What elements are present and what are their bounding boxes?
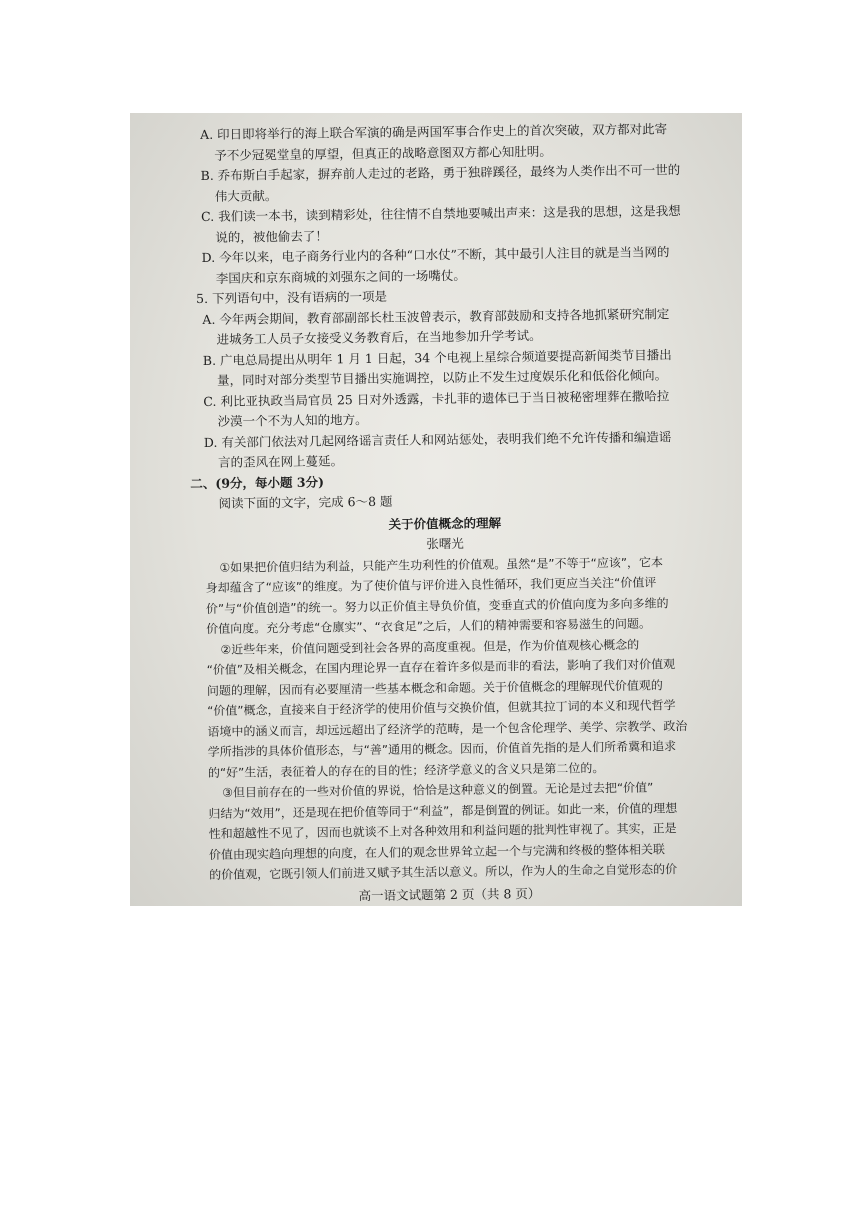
q4-option-d-line2: 李国庆和京东商城的刘强东之间的一场嘴仗。 bbox=[215, 267, 466, 286]
paragraph-line: “价值”及相关概念，在国内理论界一直存在着许多似是而非的看法，影响了我们对价值观 bbox=[206, 657, 676, 677]
paragraph-line: 的“好”生活，表征着人的存在的目的性；经济学意义的含义只是第二位的。 bbox=[207, 760, 605, 780]
paragraph-line: “价值”概念，直接来自于经济学的使用价值与交换价值，但就其拉丁词的本义和现代哲学 bbox=[207, 698, 676, 718]
section-instruction: 阅读下面的文字，完成 6～8 题 bbox=[218, 493, 393, 511]
q5-option-d-line1: D. 有关部门依法对几起网络谣言责任人和网站惩处，表明我们绝不允许传播和编造谣 bbox=[203, 428, 672, 450]
paragraph-line: 性和超越性不见了，因而也就谈不上对各种效用和利益问题的批判性审视了。其实，正是 bbox=[208, 821, 677, 841]
q4-option-c-line1: C. 我们读一本书，读到精彩处，往往情不自禁地要喊出声来：这是我的思想，这是我想 bbox=[201, 203, 681, 224]
paragraph-line: 价值向度。充分考虑“仓廪实”、“衣食足”之后，人们的精神需要和容易滋生的问题。 bbox=[206, 616, 652, 636]
article-title: 关于价值概念的理解 bbox=[388, 514, 502, 532]
paragraph-line: 的价值观，它既引领人们前进又赋予其生活以意义。所以，作为人的生命之自觉形态的价 bbox=[209, 862, 678, 882]
section-heading: 二、(9分，每小题 3分) bbox=[190, 474, 325, 491]
paragraph-line: 价值由现实趋向理想的向度，在人们的观念世界耸立起一个与完满和终极的整体相关联 bbox=[208, 841, 665, 862]
paragraph-line: 归结为“效用”，还是现在把价值等同于“利益”，都是倒置的例证。如此一来，价值的理想 bbox=[208, 800, 678, 821]
paragraph-line: 学所指涉的具体价值形态，与“善”通用的概念。因而，价值首先指的是人们所希冀和追求 bbox=[207, 739, 677, 759]
q5-option-d-line2: 言的歪风在网上蔓延。 bbox=[218, 453, 344, 470]
q4-option-a-line2: 予不少冠冕堂皇的厚望，但真正的战略意图双方都心知肚明。 bbox=[214, 143, 552, 163]
paragraph-line: 问题的理解，因而有必要厘清一些基本概念和命题。关于价值概念的理解现代价值观的 bbox=[206, 677, 663, 698]
paragraph-line: ③但目前存在的一些对价值的界说，恰恰是这种意义的倒置。无论是过去把“价值” bbox=[222, 780, 654, 800]
q4-option-b-line1: B. 乔布斯白手起家，摒弃前人走过的老路，勇于独辟蹊径，最终为人类作出不可一世的 bbox=[200, 162, 681, 183]
q5-option-c-line1: C. 利比亚执政当局官员 25 日对外透露，卡扎菲的遗体已于当日被秘密埋葬在撒哈拉 bbox=[203, 387, 670, 409]
exam-page-photo bbox=[130, 113, 742, 906]
q5-option-a-line2: 进城务工人员子女接受义务教育后，在当地参加升学考试。 bbox=[216, 327, 542, 347]
q4-option-b-line2: 伟大贡献。 bbox=[214, 187, 278, 204]
article-paragraph-1 bbox=[205, 552, 686, 640]
article-paragraph-3 bbox=[208, 777, 689, 885]
q4-option-c-line2: 说的，被他偷去了！ bbox=[215, 227, 328, 245]
q4-option-d-line1: D. 今年以来，电子商务行业内的各种“口水仗”不断，其中最引人注目的就是当当网的 bbox=[201, 244, 670, 265]
paragraph-line: 价”与“价值创造”的统一。努力以正价值主导负价值，变垂直式的价值向度为多向多维的 bbox=[205, 595, 669, 616]
page-footer: 高一语文试题第 2 页（共 8 页） bbox=[358, 885, 541, 903]
q5-option-b-line1: B. 广电总局提出从明年 1 月 1 日起，34 个电视上星综合频道要提高新闻类节目播出 bbox=[202, 346, 672, 368]
paragraph-line: 身却蕴含了“应该”的维度。为了使价值与评价进入良性循环，我们更应当关注“价值评 bbox=[205, 575, 657, 595]
paragraph-line: 语境中的涵义而言，却远远超出了经济学的范畴，是一个包含伦理学、美学、宗教学、政治 bbox=[207, 718, 688, 739]
q5-option-c-line2: 沙漠一个不为人知的地方。 bbox=[217, 411, 368, 429]
q5 bbox=[196, 283, 684, 473]
q4-option-a-line1: A. 印日即将举行的海上联合军演的确是两国军事合作史上的首次突破，双方都对此寄 bbox=[200, 121, 668, 142]
q4-options bbox=[200, 119, 682, 289]
q5-option-a-line1: A. 今年两会期间，教育部副部长杜玉波曾表示，教育部鼓励和支持各地抓紧研究制定 bbox=[202, 305, 670, 327]
exam-sheet bbox=[190, 119, 690, 906]
article-author: 张曙光 bbox=[426, 535, 464, 552]
q5-stem: 5. 下列语句中，没有语病的一项是 bbox=[196, 288, 388, 307]
q5-option-b-line2: 量，同时对部分类型节目播出实施调控，以防止不发生过度娱乐化和低俗化倾向。 bbox=[217, 367, 668, 388]
paragraph-line: ②近些年来，价值问题受到社会各界的高度重视。但是，作为价值观核心概念的 bbox=[220, 637, 640, 657]
paragraph-line: ①如果把价值归结为利益，只能产生功利性的价值观。虽然“是”不等于“应该”，它本 bbox=[219, 554, 664, 575]
article-paragraph-2 bbox=[206, 634, 688, 783]
